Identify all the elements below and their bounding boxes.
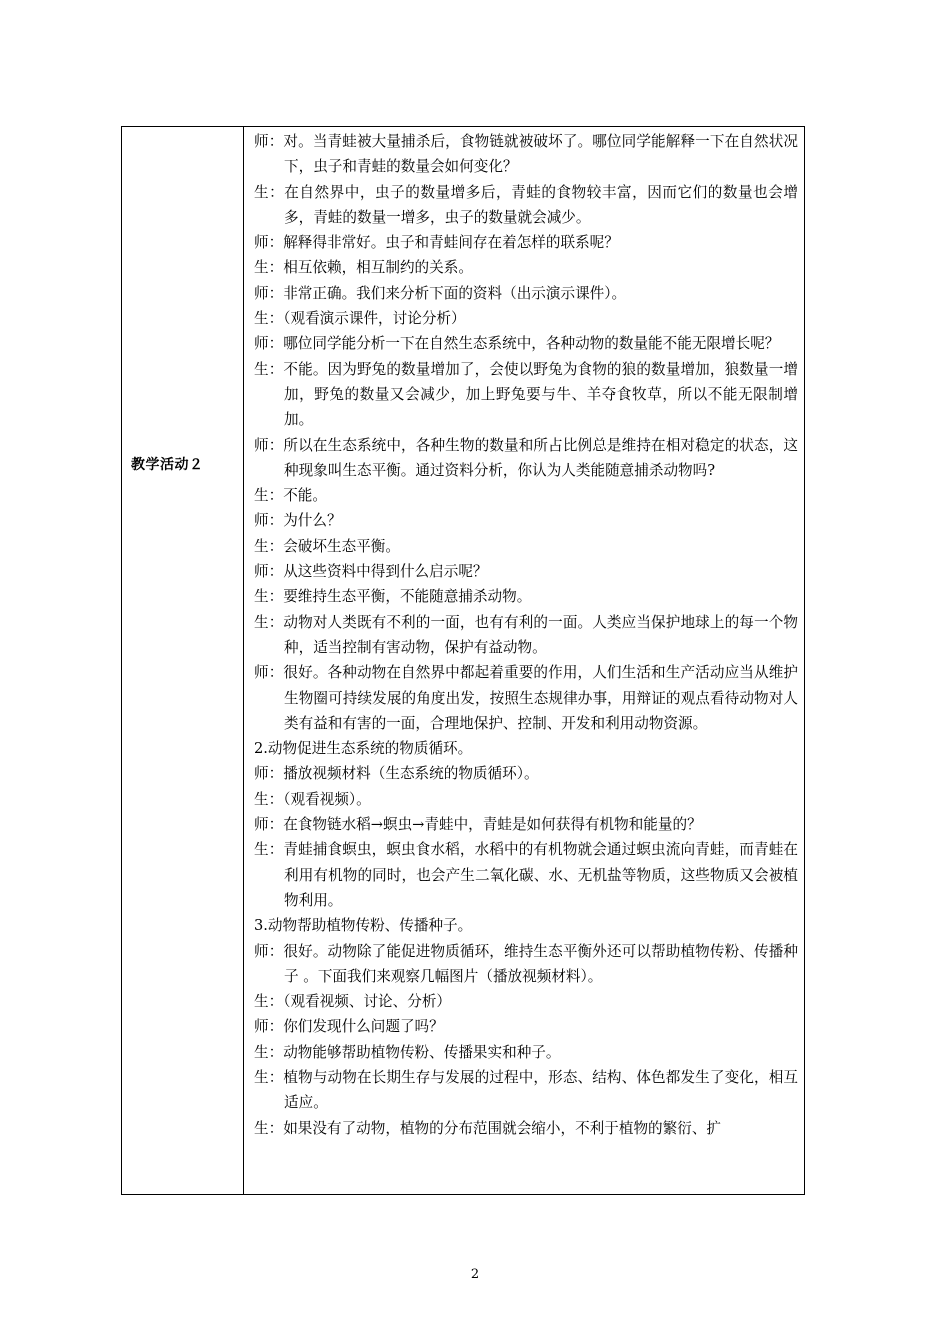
- dialogue-line: 生：植物与动物在长期生存与发展的过程中，形态、结构、体色都发生了变化，相互适应。: [254, 1068, 798, 1112]
- dialogue-line: 师：解释得非常好。虫子和青蛙间存在着怎样的联系呢？: [254, 234, 619, 252]
- dialogue-line: 生：不能。因为野兔的数量增加了，会使以野兔为食物的狼的数量增加，狼数量一增加，野兔的数量又会减少，加上野兔要与牛、羊夺食牧草，所以不能无限制增加。: [254, 360, 798, 429]
- dialogue-line: 生：相互依赖，相互制约的关系。: [254, 259, 473, 277]
- dialogue-line: 生：如果没有了动物，植物的分布范围就会缩小，不利于植物的繁衍、扩: [254, 1119, 722, 1137]
- dialogue-line: 生：（观看视频）。: [254, 790, 371, 808]
- dialogue-line: 师：从这些资料中得到什么启示呢？: [254, 563, 488, 581]
- dialogue-line: 生：青蛙捕食螟虫，螟虫食水稻，水稻中的有机物就会通过螟虫流向青蛙，而青蛙在利用有机物的同时，也会产生二氧化碳、水、无机盐等物质，这些物质又会被植物利用。: [254, 841, 798, 909]
- dialogue-line: 师：哪位同学能分析一下在自然生态系统中，各种动物的数量能不能无限增长呢？: [254, 335, 780, 353]
- dialogue-line: 生：在自然界中，虫子的数量增多后，青蛙的食物较丰富，因而它们的数量也会增多，青蛙的数量一增多，虫子的数量就会减少。: [254, 183, 798, 226]
- dialogue-line: 生：动物对人类既有不利的一面，也有有利的一面。人类应当保护地球上的每一个物种，适当控制有害动物，保护有益动物。: [254, 613, 798, 656]
- dialogue-line: 生：会破坏生态平衡。: [254, 537, 400, 555]
- dialogue-line: 师：对。当青蛙被大量捕杀后，食物链就被破坏了。哪位同学能解释一下在自然状况下，虫子和青蛙的数量会如何变化？: [254, 133, 798, 176]
- dialogue-line: 师：在食物链水稻→螟虫→青蛙中，青蛙是如何获得有机物和能量的？: [254, 816, 702, 834]
- dialogue-line: 师：很好。各种动物在自然界中都起着重要的作用，人们生活和生产活动应当从维护生物圈可持续发展的角度出发，按照生态规律办事，用辩证的观点看待动物对人类有益和有害的一面，合理地保护、控制、开发和利用动物资源。: [254, 664, 798, 732]
- activity-label-cell: [122, 127, 244, 1194]
- activity-label: 教学活动２: [131, 457, 204, 473]
- lesson-table: [121, 126, 805, 1195]
- dialogue-line: 生：不能。: [254, 487, 327, 505]
- section-heading: 2.动物促进生态系统的物质循环。: [254, 740, 473, 758]
- dialogue-line: 生：要维持生态平衡，不能随意捕杀动物。: [254, 588, 532, 606]
- dialogue-line: 师：你们发现什么问题了吗？: [254, 1018, 444, 1036]
- dialogue-line: 师：为什么？: [254, 512, 342, 530]
- dialogue-line: 师：非常正确。我们来分析下面的资料（出示演示课件）。: [254, 284, 627, 302]
- dialogue-line: 师：播放视频材料（生态系统的物质循环）。: [254, 765, 539, 783]
- dialogue-line: 生：（观看视频、讨论、分析）: [254, 993, 452, 1011]
- dialogue-line: 师：很好。动物除了能促进物质循环，维持生态平衡外还可以帮助植物传粉、传播种子 。下面我们来观察几幅图片（播放视频材料）。: [254, 942, 798, 985]
- section-heading: 3.动物帮助植物传粉、传播种子。: [254, 917, 473, 935]
- dialogue-content-cell: [245, 127, 804, 1194]
- dialogue-line: 生：（观看演示课件，讨论分析）: [254, 310, 466, 328]
- dialogue-line: 师：所以在生态系统中，各种生物的数量和所占比例总是维持在相对稳定的状态，这种现象叫生态平衡。通过资料分析，你认为人类能随意捕杀动物吗?: [254, 436, 798, 479]
- dialogue-line: 生：动物能够帮助植物传粉、传播果实和种子。: [254, 1043, 561, 1061]
- page-number: 2: [470, 1267, 480, 1282]
